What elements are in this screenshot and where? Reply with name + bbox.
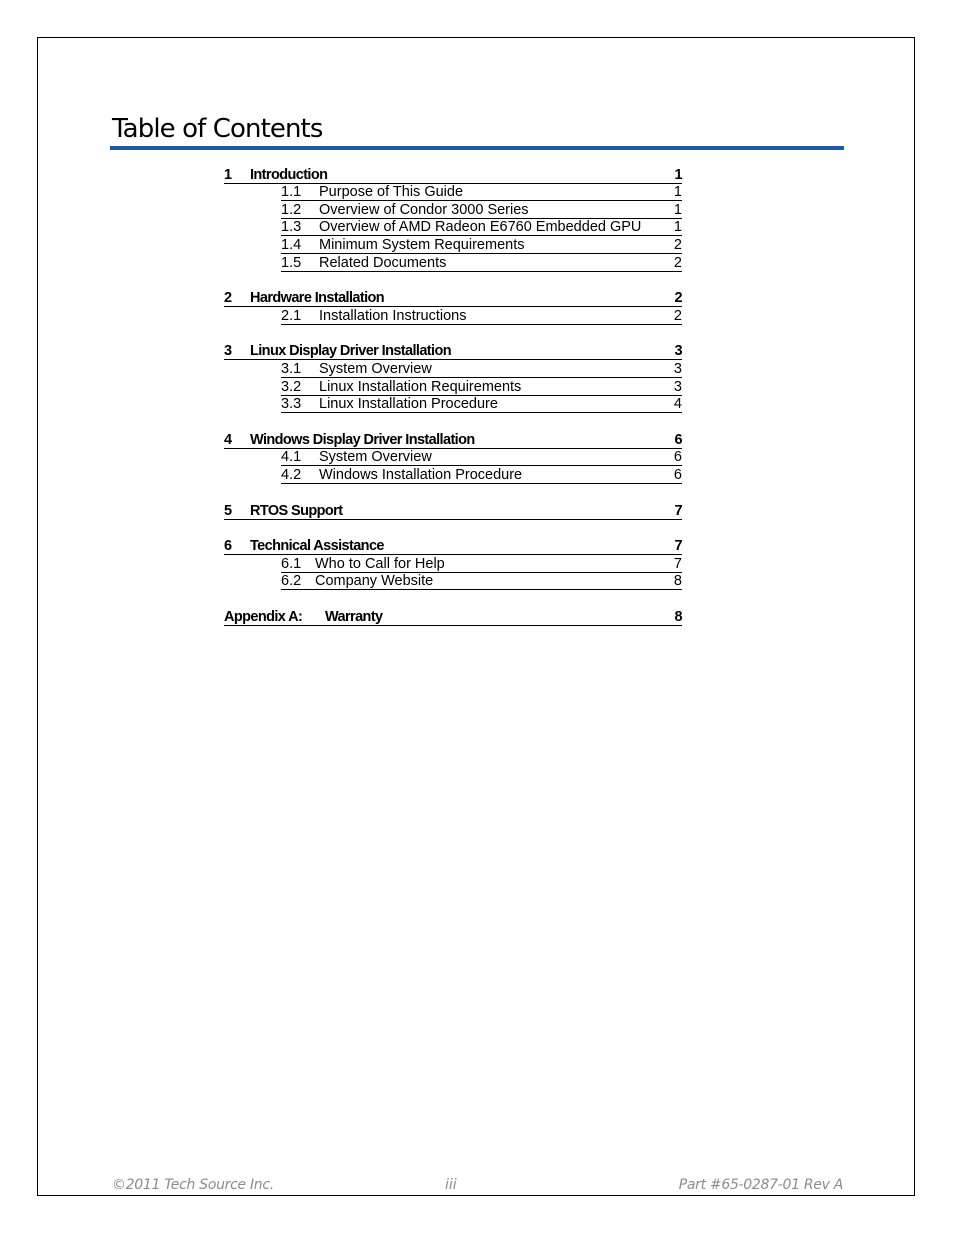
toc-entry-number: 1: [224, 166, 232, 183]
toc-entry-number: 3: [224, 343, 232, 360]
title-rule: [110, 146, 844, 150]
toc-entry-title: Minimum System Requirements: [319, 237, 525, 253]
table-of-contents: [224, 166, 682, 626]
toc-entry-number: 4.2: [281, 466, 302, 483]
toc-entry-page: 2: [673, 254, 682, 271]
toc-entry-number: 1.2: [281, 201, 302, 218]
toc-subsection-link[interactable]: [281, 254, 682, 272]
toc-entry-number: Appendix A:: [224, 608, 303, 625]
toc-entry-number: 1.1: [281, 184, 302, 201]
toc-entry-page: 4: [673, 396, 682, 413]
toc-entry-number: 3.3: [281, 396, 302, 413]
toc-entry-page: 1: [673, 184, 682, 201]
toc-subsection-link[interactable]: [281, 184, 682, 202]
toc-entry-number: 5: [224, 502, 232, 519]
toc-entry-title: Related Documents: [319, 255, 447, 271]
toc-entry-number: 4.1: [281, 449, 302, 466]
toc-subsection-link[interactable]: [281, 396, 682, 414]
toc-entry-page: 2: [673, 236, 682, 253]
toc-entry-page: 1: [673, 219, 682, 236]
toc-section-link[interactable]: [224, 290, 682, 308]
toc-section-link[interactable]: [224, 166, 682, 184]
toc-entry-number: 3.1: [281, 360, 302, 377]
toc-entry-page: 6: [673, 466, 682, 483]
toc-entry-title: Introduction: [250, 167, 328, 183]
toc-entry-title: Installation Instructions: [319, 308, 467, 324]
toc-entry-number: 3.2: [281, 378, 302, 395]
toc-entry-title: Windows Display Driver Installation: [250, 432, 475, 448]
toc-entry-title: Linux Installation Requirements: [319, 379, 522, 395]
toc-entry-page: 2: [674, 290, 682, 307]
toc-entry-page: 2: [673, 307, 682, 324]
toc-entry-title: Warranty: [325, 609, 383, 625]
toc-section-link[interactable]: [224, 343, 682, 361]
toc-entry-title: System Overview: [319, 361, 432, 377]
toc-entry-title: Linux Display Driver Installation: [250, 344, 451, 360]
toc-entry-title: System Overview: [319, 450, 432, 466]
toc-subsection-link[interactable]: [281, 360, 682, 378]
toc-entry-title: Purpose of This Guide: [319, 185, 464, 201]
toc-entry-title: Who to Call for Help: [315, 556, 445, 572]
toc-entry-page: 7: [674, 502, 682, 519]
page-title: Table of Contents: [112, 114, 323, 144]
toc-subsection-link[interactable]: [281, 573, 682, 591]
footer-page-number: iii: [445, 1177, 457, 1193]
toc-entry-title: Linux Installation Procedure: [319, 397, 498, 413]
toc-entry-number: 4: [224, 431, 232, 448]
toc-entry-number: 1.4: [281, 236, 302, 253]
toc-entry-page: 7: [673, 555, 682, 572]
toc-entry-page: 7: [674, 538, 682, 555]
toc-entry-title: Hardware Installation: [250, 291, 385, 307]
toc-subsection-link[interactable]: [281, 378, 682, 396]
toc-entry-page: 3: [673, 360, 682, 377]
toc-entry-number: 2: [224, 290, 232, 307]
toc-entry-number: 6.1: [281, 555, 302, 572]
toc-entry-number: 1.5: [281, 254, 302, 271]
toc-subsection-link[interactable]: [281, 201, 682, 219]
toc-entry-title: Technical Assistance: [250, 539, 384, 555]
toc-entry-title: Overview of AMD Radeon E6760 Embedded GPU: [319, 220, 642, 236]
toc-entry-page: 1: [674, 166, 682, 183]
toc-entry-number: 2.1: [281, 307, 302, 324]
toc-entry-page: 8: [673, 573, 682, 590]
toc-entry-number: 6: [224, 538, 232, 555]
toc-subsection-link[interactable]: [281, 307, 682, 325]
toc-subsection-link[interactable]: [281, 466, 682, 484]
toc-subsection-link[interactable]: [281, 219, 682, 237]
toc-entry-page: 6: [673, 449, 682, 466]
toc-entry-title: Company Website: [315, 574, 434, 590]
footer-part-number: Part #65-0287-01 Rev A: [678, 1177, 843, 1193]
toc-section-link[interactable]: [224, 502, 682, 520]
toc-entry-page: 3: [673, 378, 682, 395]
toc-entry-page: 6: [674, 431, 682, 448]
toc-section-link[interactable]: [224, 608, 682, 626]
toc-subsection-link[interactable]: [281, 449, 682, 467]
toc-subsection-link[interactable]: [281, 555, 682, 573]
toc-entry-page: 3: [674, 343, 682, 360]
footer-copyright: ©2011 Tech Source Inc.: [112, 1177, 274, 1193]
toc-section-link[interactable]: [224, 431, 682, 449]
toc-entry-number: 1.3: [281, 219, 302, 236]
toc-subsection-link[interactable]: [281, 236, 682, 254]
toc-entry-number: 6.2: [281, 573, 302, 590]
toc-entry-title: Overview of Condor 3000 Series: [319, 202, 529, 218]
toc-entry-page: 8: [674, 608, 682, 625]
toc-entry-page: 1: [673, 201, 682, 218]
toc-entry-title: RTOS Support: [250, 503, 343, 519]
toc-entry-title: Windows Installation Procedure: [319, 467, 523, 483]
toc-section-link[interactable]: [224, 538, 682, 556]
